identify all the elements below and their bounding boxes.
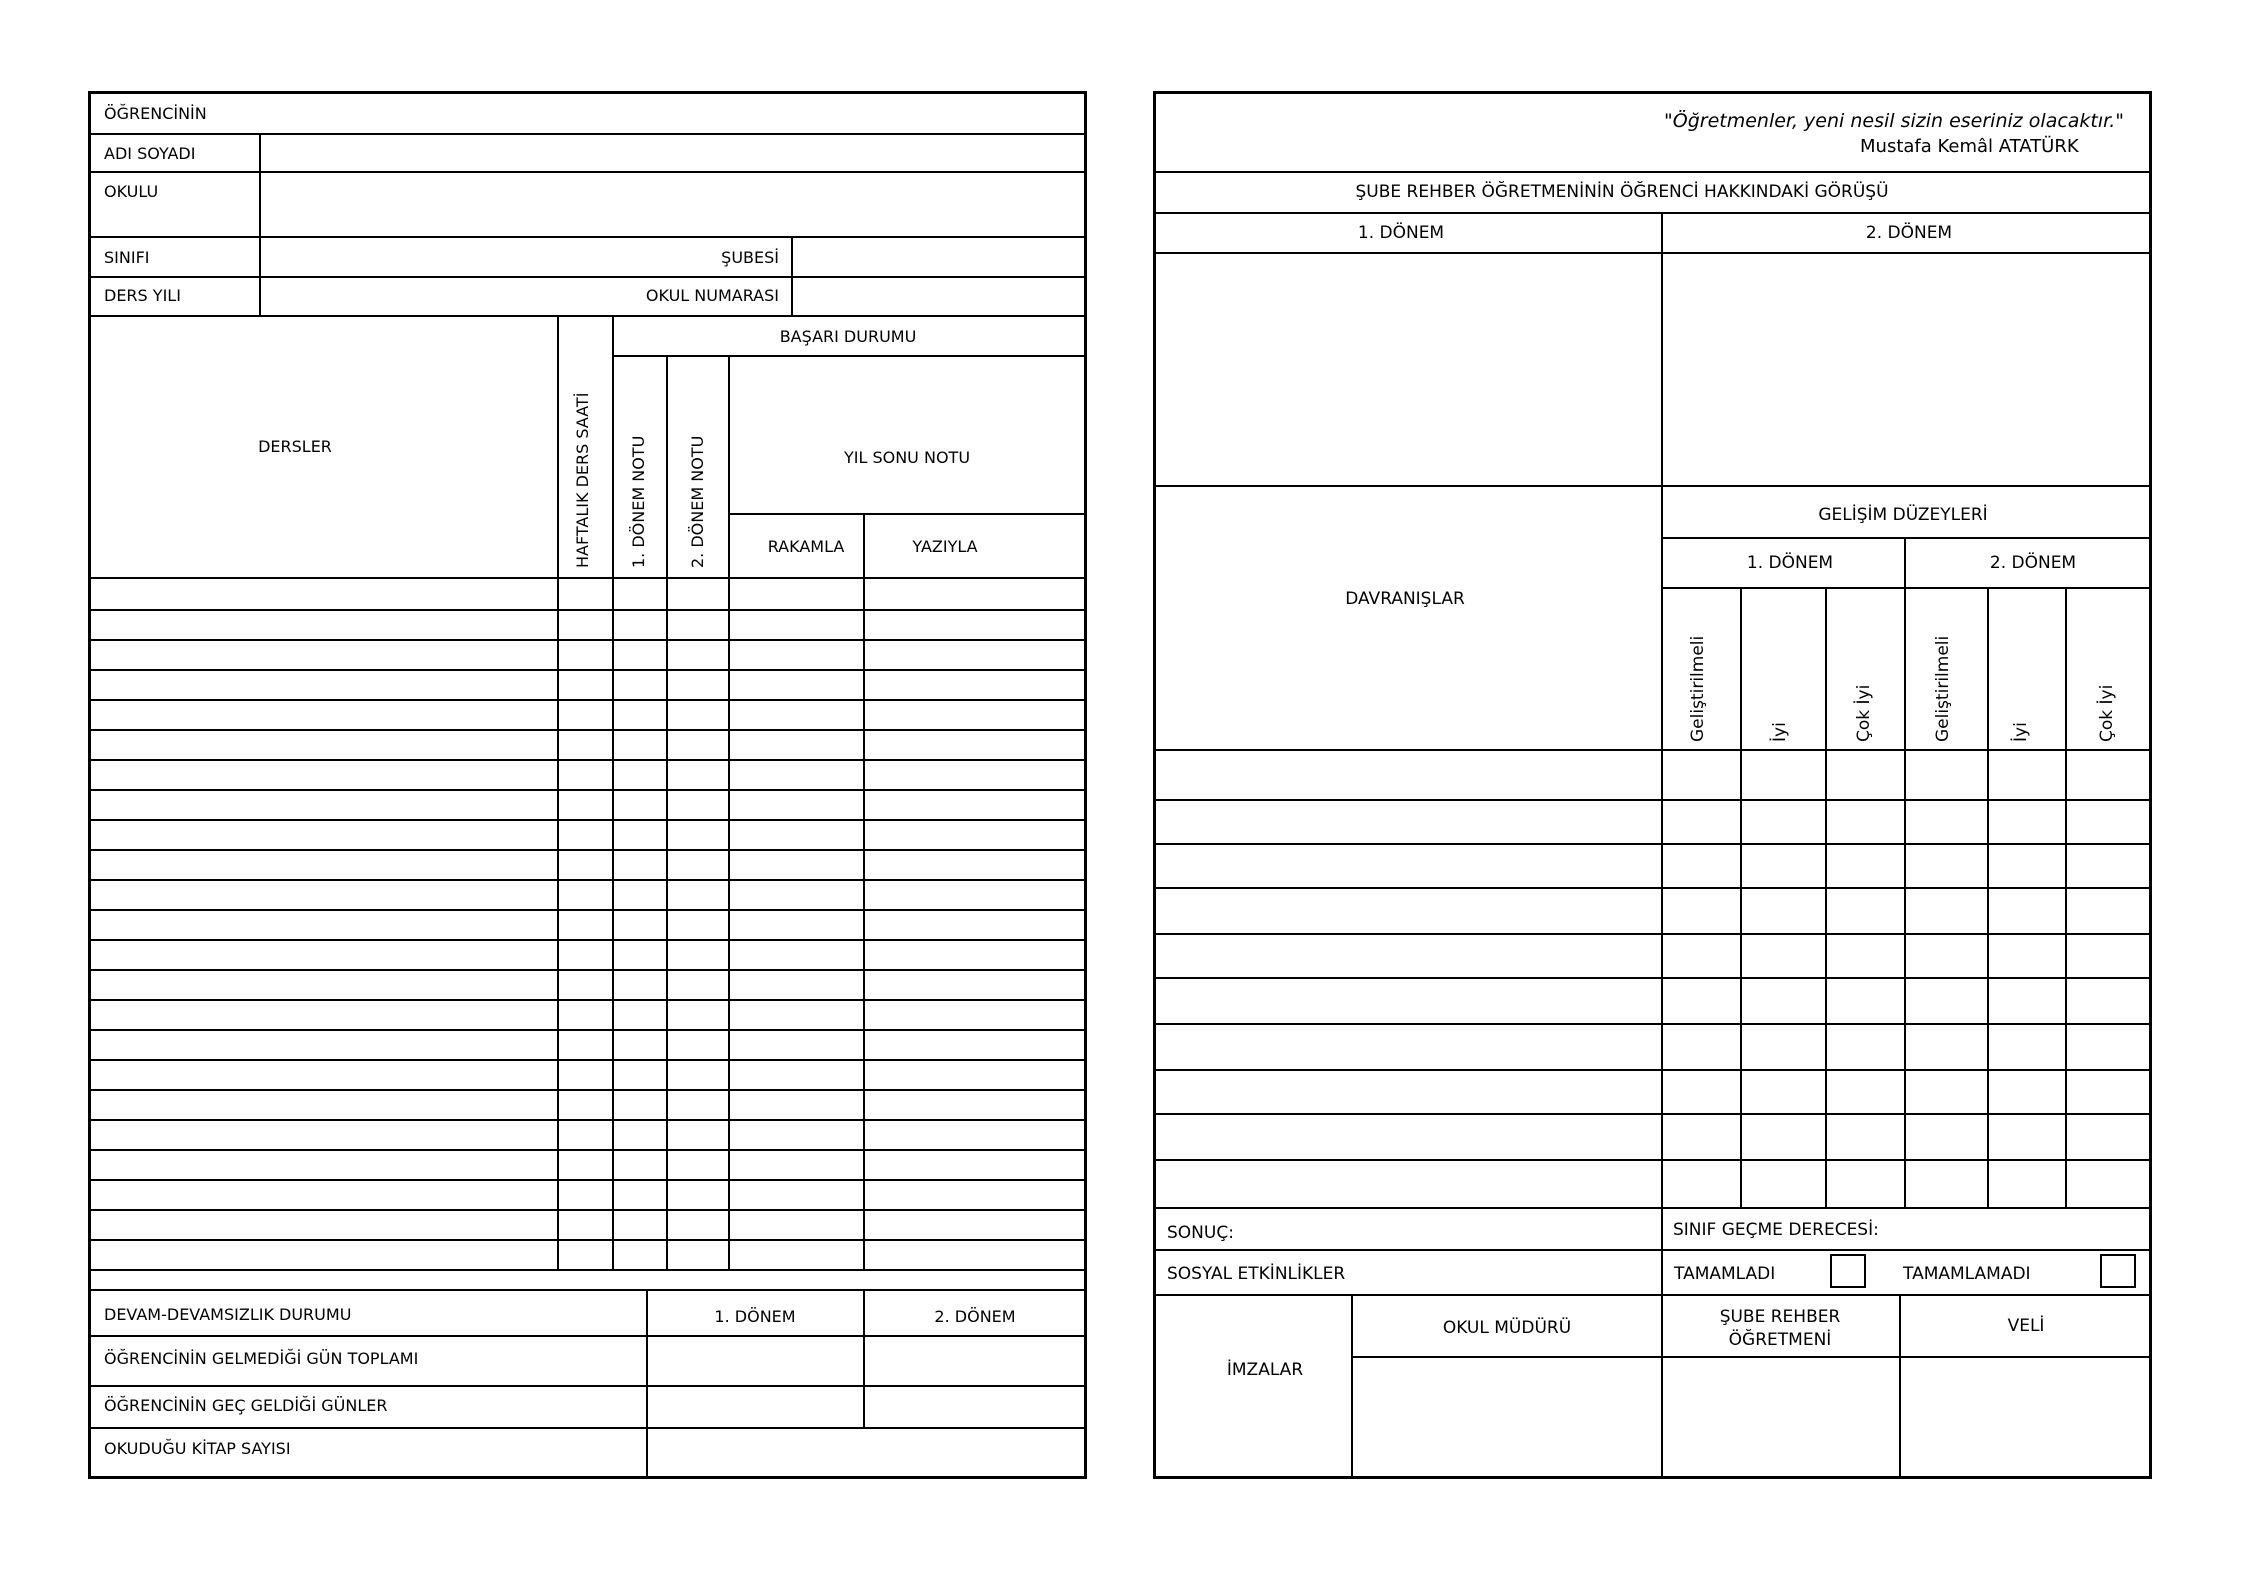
principal-label: OKUL MÜDÜRÜ <box>1442 1318 1572 1338</box>
name-label: ADI SOYADI <box>104 144 196 163</box>
attendance-term2-label: 2. DÖNEM <box>934 1307 1016 1326</box>
quote-author: Mustafa Kemâl ATATÜRK <box>1860 136 2079 157</box>
dev-term1-label: 1. DÖNEM <box>1746 553 1834 573</box>
written-label: YAZIYLA <box>912 537 978 556</box>
term2-improve-label: Geliştirilmeli <box>1933 635 1953 742</box>
student-header: ÖĞRENCİNİN <box>104 104 207 123</box>
parent-signature-area[interactable] <box>1902 1359 2148 1475</box>
opinion-term1-label: 1. DÖNEM <box>1357 223 1445 243</box>
term2-good-label: İyi <box>2011 722 2031 742</box>
term1-very-good-label: Çok İyi <box>1854 684 1874 742</box>
courses-label: DERSLER <box>258 437 332 456</box>
school-field[interactable] <box>262 174 1082 234</box>
guidance-teacher-label: ŞUBE REHBER ÖĞRETMENİ <box>1719 1307 1841 1350</box>
term1-good-label: İyi <box>1770 722 1790 742</box>
grade-label: SINIF GEÇME DERECESİ: <box>1673 1220 1879 1240</box>
principal-signature-area[interactable] <box>1354 1359 1658 1475</box>
term1-grade-label: 1. DÖNEM NOTU <box>629 435 648 568</box>
opinion-title: ŞUBE REHBER ÖĞRETMENİNİN ÖĞRENCİ HAKKINDAKİ GÖRÜŞÜ <box>1355 182 1889 202</box>
branch-label: ŞUBESİ <box>721 248 779 267</box>
absent-days-label: ÖĞRENCİNİN GELMEDİĞİ GÜN TOPLAMI <box>104 1349 419 1368</box>
term2-very-good-label: Çok İyi <box>2097 684 2117 742</box>
late-days-label: ÖĞRENCİNİN GEÇ GELDİĞİ GÜNLER <box>104 1396 388 1415</box>
attendance-label: DEVAM-DEVAMSIZLIK DURUMU <box>104 1305 352 1324</box>
behaviors-label: DAVRANIŞLAR <box>1345 589 1465 609</box>
year-end-label: YIL SONU NOTU <box>843 448 971 467</box>
result-label: SONUÇ: <box>1167 1223 1234 1243</box>
number-label: OKUL NUMARASI <box>645 286 779 305</box>
numeric-label: RAKAMLA <box>767 537 845 556</box>
year-label: DERS YILI <box>104 286 181 305</box>
not-completed-checkbox[interactable] <box>2100 1254 2136 1288</box>
ataturk-quote: "Öğretmenler, yeni nesil sizin eseriniz olacaktır." <box>1664 110 2125 132</box>
not-completed-label: TAMAMLAMADI <box>1903 1264 2031 1284</box>
signatures-label: İMZALAR <box>1226 1360 1304 1380</box>
completed-label: TAMAMLADI <box>1674 1264 1776 1284</box>
dev-term2-label: 2. DÖNEM <box>1989 553 2077 573</box>
school-label: OKULU <box>104 182 159 201</box>
teacher-signature-area[interactable] <box>1664 1359 1896 1475</box>
dev-levels-label: GELİŞİM DÜZEYLERİ <box>1818 505 1988 525</box>
social-label: SOSYAL ETKİNLİKLER <box>1167 1264 1346 1284</box>
attendance-term1-label: 1. DÖNEM <box>714 1307 796 1326</box>
parent-label: VELİ <box>2007 1316 2045 1336</box>
class-label: SINIFI <box>104 248 150 267</box>
success-label: BAŞARI DURUMU <box>779 327 917 346</box>
opinion-term2-label: 2. DÖNEM <box>1865 223 1953 243</box>
term2-grade-label: 2. DÖNEM NOTU <box>688 435 707 568</box>
completed-checkbox[interactable] <box>1830 1254 1866 1288</box>
weekly-hours-label: HAFTALIK DERS SAATİ <box>573 392 592 568</box>
books-label: OKUDUĞU KİTAP SAYISI <box>104 1439 291 1458</box>
term1-improve-label: Geliştirilmeli <box>1688 635 1708 742</box>
name-field[interactable] <box>262 136 1082 168</box>
